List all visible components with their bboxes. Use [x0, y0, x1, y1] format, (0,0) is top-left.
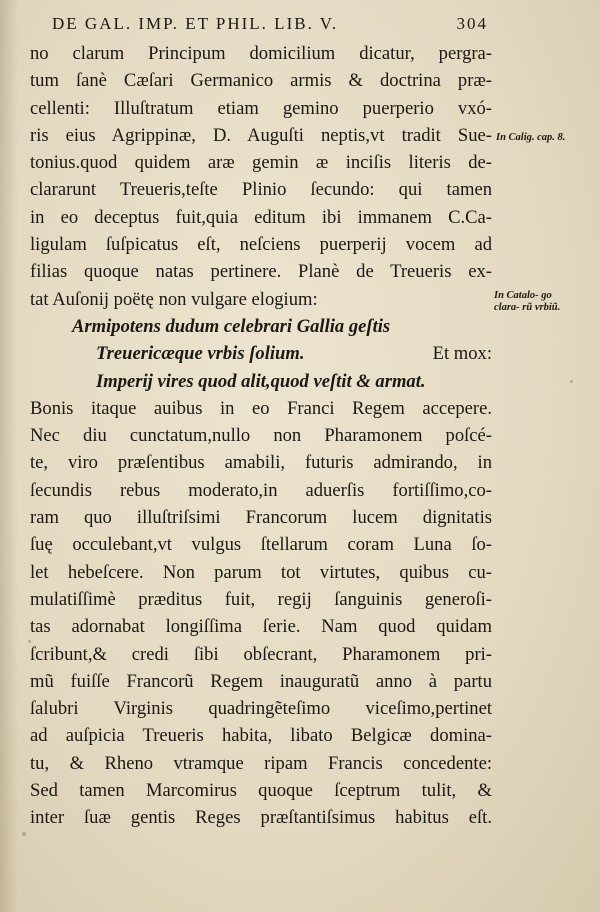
- text-line: no clarum Principum domicilium dicatur, pergra-: [30, 43, 492, 64]
- text-line: mũ fuiſſe Francorũ Regem inauguratũ anno à partu: [30, 670, 492, 692]
- text-line: in eo deceptus fuit,quia editum ibi immanem C.Ca-: [30, 206, 492, 228]
- text-line: ſcribunt,& credi ſibi obſecrant, Pharamonem pri-: [30, 643, 492, 665]
- verse-line: Imperij vires quod alit,quod veſtit & armat.: [96, 370, 426, 392]
- text-line: te, viro præſentibus amabili, futuris admirando, in: [30, 452, 492, 474]
- paper-speck: [28, 640, 31, 643]
- text-line: cellenti: Illuſtratum etiam gemino puerperio vxó-: [30, 97, 492, 119]
- text-line: Nec diu cunctatum,nullo non Pharamonem poſcé-: [30, 425, 492, 447]
- verse-line: [30, 340, 492, 367]
- text-line: tat Auſonij poëtę non vulgare elogium:: [30, 288, 318, 310]
- page-number: 304: [456, 14, 488, 33]
- text-line: clararunt Treueris,teſte Plinio ſecundo: qui tamen: [30, 179, 492, 201]
- text-line: let hebeſcere. Non parum tot virtutes, quibus cu-: [30, 561, 492, 583]
- text-line: inter ſuæ gentis Reges præſtantiſsimus habitus eſt.: [30, 807, 492, 829]
- text-line: ſalubri Virginis quadringẽteſimo viceſimo,pertinet: [30, 698, 492, 720]
- gutter-shadow: [0, 0, 18, 912]
- text-line: tum ſanè Cæſari Germanico armis & doctrina præ-: [30, 70, 492, 92]
- text-line: ſuę occulebant,vt vulgus ſtellarum coram Luna ſo-: [30, 534, 492, 556]
- text-line: ram quo illuſtriſsimi Francorum lucem dignitatis: [30, 507, 492, 529]
- paper-speck: [22, 832, 26, 836]
- text-line: tonius.quod quidem aræ gemin æ inciſis literis de-: [30, 152, 492, 174]
- running-head: [52, 14, 488, 34]
- running-head-title: DE GAL. IMP. ET PHIL. LIB. V.: [52, 14, 339, 33]
- text-line: Sed tamen Marcomirus quoque ſceptrum tulit, &: [30, 780, 492, 802]
- et-mox-label: Et mox:: [432, 343, 492, 365]
- verse-line: Armipotens dudum celebrari Gallia geſtis: [72, 315, 391, 337]
- text-line: ligulam ſuſpicatus eſt, neſciens puerperij vocem ad: [30, 234, 492, 256]
- text-line: tu, & Rheno vtramque ripam Francis concedente:: [30, 752, 492, 774]
- text-line: ad auſpicia Treueris habita, libato Belgicæ domina-: [30, 725, 492, 747]
- margin-note-calig: In Calig. cap. 8.: [496, 132, 566, 143]
- text-line: tas adornabat longiſſima ſerie. Nam quod quidam: [30, 616, 492, 638]
- margin-note-catalogo: In Catalo- go clara- rũ vrbiũ.: [494, 290, 561, 313]
- paper-speck: [570, 380, 573, 383]
- body-text: [30, 40, 492, 832]
- text-line: ſecundis rebus moderato,in aduerſis fortiſſimo,co-: [30, 479, 492, 501]
- text-line: Bonis itaque auibus in eo Franci Regem accepere.: [30, 397, 492, 419]
- text-line: filias quoque natas pertinere. Planè de Treueris ex-: [30, 261, 492, 283]
- text-line: mulatiſſimè præditus fuit, regij ſanguinis generoſi-: [30, 588, 492, 610]
- verse-line-text: Treuericæque vrbis ſolium.: [96, 343, 305, 365]
- text-line: ris eius Agrippinæ, D. Auguſti neptis,vt tradit Sue-: [30, 124, 492, 146]
